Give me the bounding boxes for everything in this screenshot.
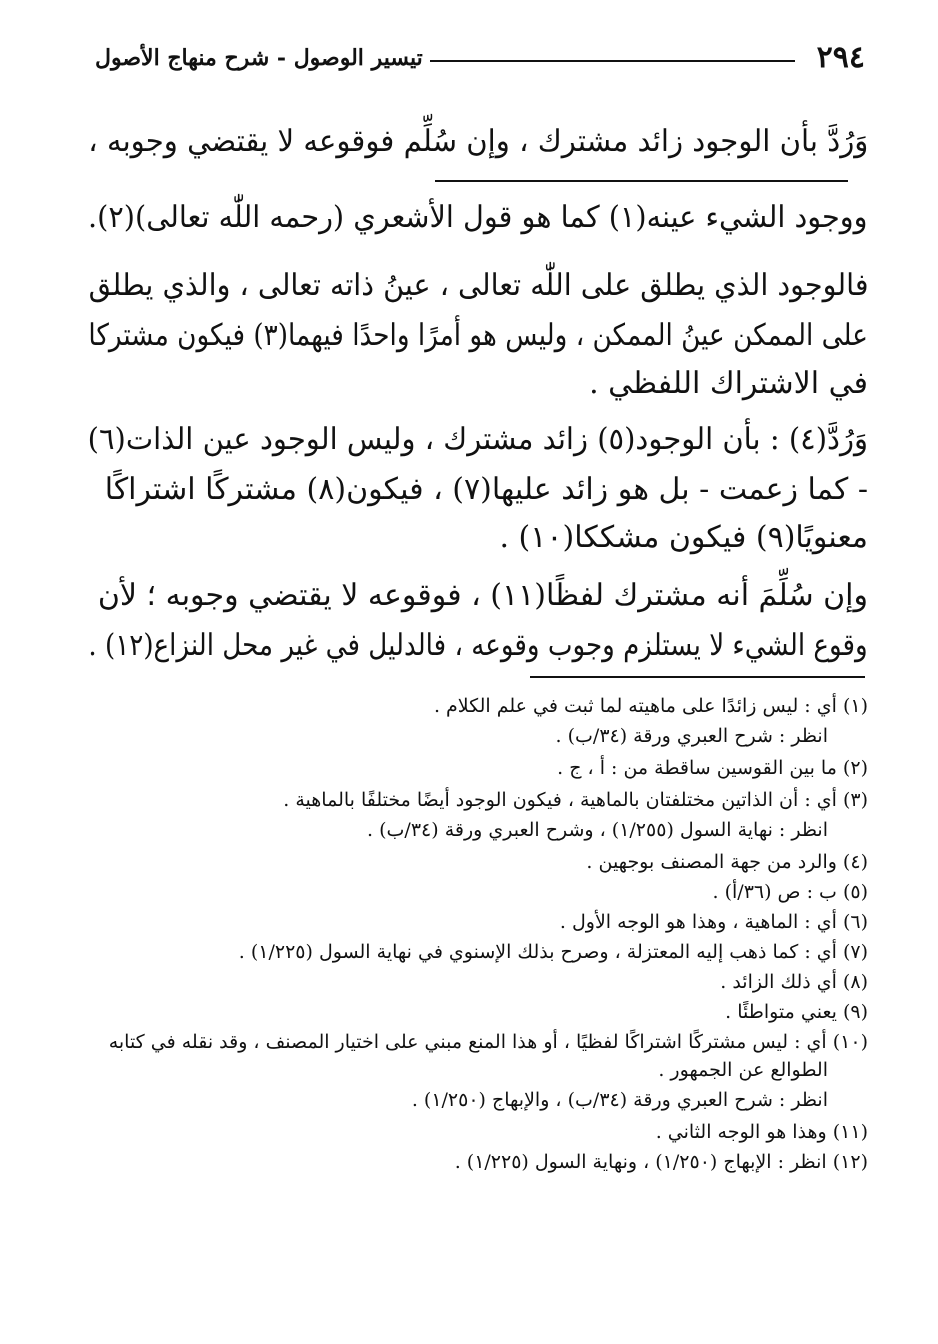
footnote-line: (٩) يعني متواطئًا . xyxy=(725,1001,868,1023)
footnote-line: (٤) والرد من جهة المصنف بوجهين . xyxy=(586,851,868,873)
page-number: ٢٩٤ xyxy=(816,40,865,75)
paragraph-line: - كما زعمت - بل هو زائد عليها(٧) ، فيكون(٨) مشتركًا اشتراكًا xyxy=(104,472,868,507)
footnote-line: (٥) ب : ص (٣٦/أ) . xyxy=(712,881,868,903)
footnote-line: (٦) أي : الماهية ، وهذا هو الوجه الأول . xyxy=(559,911,868,933)
paragraph-line: وَرُدَّ(٤) : بأن الوجود(٥) زائد مشترك ، وليس الوجود عين الذات(٦) xyxy=(87,422,868,457)
header-rule xyxy=(430,60,795,62)
paragraph-line: وقوع الشيء لا يستلزم وجوب وقوعه ، فالدليل في غير محل النزاع(١٢) . xyxy=(88,628,868,663)
footnote-line: انظر : شرح العبري ورقة (٣٤/ب) . xyxy=(555,725,828,747)
matn-separator-rule xyxy=(435,180,848,182)
body-text xyxy=(88,200,868,670)
paragraph-line: معنويًا(٩) فيكون مشككا(١٠) . xyxy=(499,520,868,555)
footnote-line: (٨) أي ذلك الزائد . xyxy=(720,971,868,993)
footnote-line: انظر : شرح العبري ورقة (٣٤/ب) ، والإبهاج (١/٢٥٠) . xyxy=(411,1089,828,1111)
footnote-line: (٧) أي : كما ذهب إليه المعتزلة ، وصرح بذلك الإسنوي في نهاية السول (١/٢٢٥) . xyxy=(238,941,868,963)
footnote-separator-rule xyxy=(530,676,865,678)
footnote-line: الطوالع عن الجمهور . xyxy=(658,1059,828,1081)
footnote-line: (١٠) أي : ليس مشتركًا اشتراكًا لفظيًا ، أو هذا المنع مبني على اختيار المصنف ، وقد نقله في كتابه xyxy=(108,1031,868,1053)
footnote-line: (١٢) انظر : الإبهاج (١/٢٥٠) ، ونهاية السول (١/٢٢٥) . xyxy=(454,1151,868,1173)
footnote-line: (٢) ما بين القوسين ساقطة من : أ ، ج . xyxy=(557,757,868,779)
footnote-line: (١١) وهذا هو الوجه الثاني . xyxy=(655,1121,868,1143)
paragraph-line: في الاشتراك اللفظي . xyxy=(589,366,868,401)
page-header xyxy=(95,38,865,78)
footnote-line: (٣) أي : أن الذاتين مختلفتان بالماهية ، فيكون الوجود أيضًا مختلفًا بالماهية . xyxy=(283,789,868,811)
running-title: تيسير الوصول - شرح منهاج الأصول xyxy=(95,45,423,71)
paragraph-line: وإن سُلِّمَ أنه مشترك لفظًا(١١) ، فوقوعه لا يقتضي وجوبه ؛ لأن xyxy=(97,578,868,613)
paragraph-line: ووجود الشيء عينه(١) كما هو قول الأشعري (رحمه اللّٰه تعالى)(٢). xyxy=(88,200,868,235)
matn-block xyxy=(88,120,868,170)
paragraph-line: فالوجود الذي يطلق على اللّٰه تعالى ، عينُ ذاته تعالى ، والذي يطلق xyxy=(88,268,868,303)
footnotes xyxy=(78,692,868,1262)
footnote-line: (١) أي : ليس زائدًا على ماهيته لما ثبت في علم الكلام . xyxy=(433,695,868,717)
footnote-line: انظر : نهاية السول (١/٢٥٥) ، وشرح العبري ورقة (٣٤/ب) . xyxy=(367,819,828,841)
matn-line: وَرُدَّ بأن الوجود زائد مشترك ، وإن سُلِّم فوقوعه لا يقتضي وجوبه ، xyxy=(87,124,868,159)
paragraph-line: على الممكن عينُ الممكن ، وليس هو أمرًا واحدًا فيهما(٣) فيكون مشتركا xyxy=(88,318,868,353)
